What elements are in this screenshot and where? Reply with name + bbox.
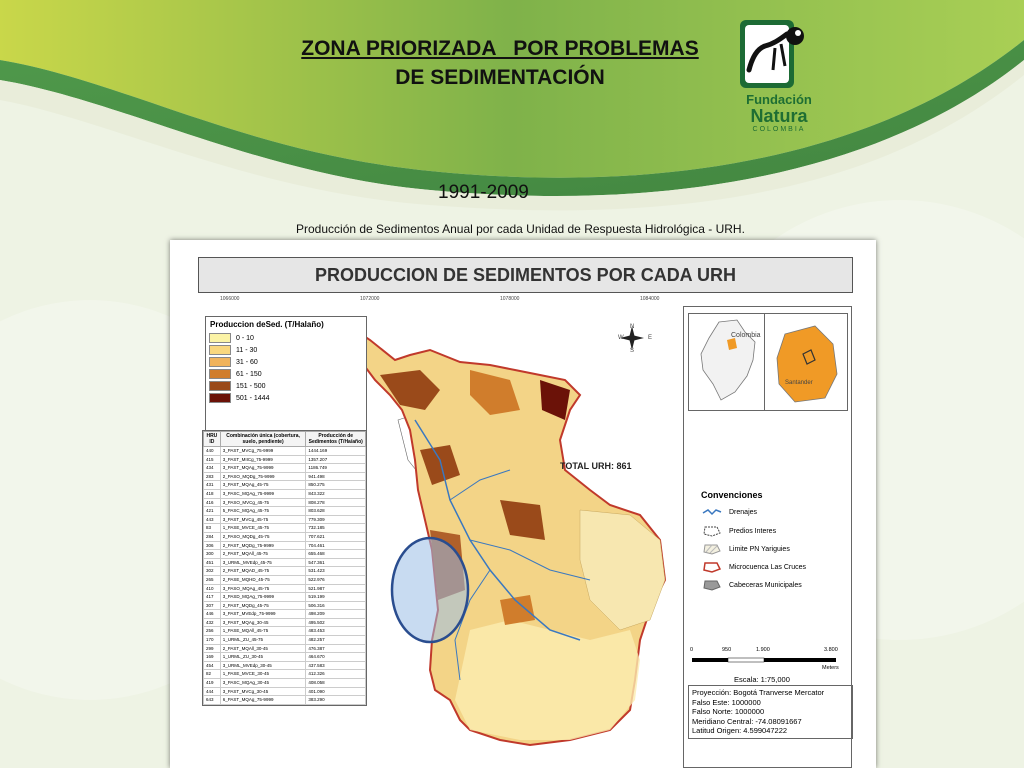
inset-santander-label: Santander	[785, 380, 813, 386]
table-cell: 418	[204, 489, 221, 498]
table-cell: 482.257	[306, 636, 366, 645]
table-cell: 498.209	[306, 610, 366, 619]
table-cell: 306	[204, 541, 221, 550]
conventions-title: Convenciones	[701, 490, 763, 500]
scale-bar	[692, 655, 842, 665]
santander-inset	[764, 313, 848, 411]
table-cell: 2_PASO_MQDg_75-9999	[220, 472, 306, 481]
table-cell: 1_URML_ZU_45-75	[220, 636, 306, 645]
table-cell: 1444.169	[306, 447, 366, 456]
projection-line: Latitud Origen: 4.599047222	[692, 726, 788, 735]
table-row	[204, 464, 366, 473]
colombia-map-icon	[689, 314, 765, 410]
legend-swatch	[209, 345, 231, 355]
legend-swatch	[209, 369, 231, 379]
table-cell: 408.058	[306, 679, 366, 688]
table-cell: 300	[204, 550, 221, 559]
table-row	[204, 524, 366, 533]
table-cell: 1186.749	[306, 464, 366, 473]
table-row	[204, 558, 366, 567]
table-cell: 2_PAST_MQDg_45-75	[220, 601, 306, 610]
logo-line-2: Natura	[750, 106, 808, 126]
table-cell: 410	[204, 584, 221, 593]
table-cell: 2_PASE_MQHD_45-75	[220, 575, 306, 584]
compass-e: E	[648, 335, 653, 341]
table-cell: 419	[204, 679, 221, 688]
map-caption: Producción de Sedimentos Anual por cada Unidad de Respuesta Hidrológica - URH.	[296, 222, 745, 236]
table-cell: 307	[204, 601, 221, 610]
legend-item	[206, 344, 366, 356]
table-row	[204, 618, 366, 627]
table-cell: 284	[204, 532, 221, 541]
table-row	[204, 584, 366, 593]
table-cell: 440	[204, 447, 221, 456]
scale-tick-2: 1.900	[756, 647, 770, 653]
table-row	[204, 661, 366, 670]
table-cell: 643	[204, 696, 221, 705]
table-cell: 1_URML_ZU_30-45	[220, 653, 306, 662]
table-cell: 2_PASO_MQDg_45-75	[220, 532, 306, 541]
legend-swatch	[209, 393, 231, 403]
table-cell: 476.387	[306, 644, 366, 653]
table-cell: 3_PASO_MQAg_45-75	[220, 584, 306, 593]
table-cell: 704.461	[306, 541, 366, 550]
colombia-inset	[688, 313, 766, 411]
table-cell: 3_PASO_MVCg_45-75	[220, 498, 306, 507]
table-cell: 3_PASC_MQAg_30-45	[220, 679, 306, 688]
table-row	[204, 489, 366, 498]
sediment-map	[170, 240, 876, 768]
river-line-icon	[702, 507, 722, 517]
hatched-polygon-icon	[702, 543, 722, 555]
convention-label: Predios Interes	[729, 527, 777, 535]
table-cell: 3_PAST_MVCg_75-9999	[220, 447, 306, 456]
top-tick-3: 1078000	[500, 296, 520, 302]
convention-label: Microcuenca Las Cruces	[729, 563, 807, 571]
table-cell: 3_PAST_MQAg_30-45	[220, 618, 306, 627]
legend-title: Produccion deSed. (T/Halaño)	[210, 320, 324, 329]
table-cell: 779.309	[306, 515, 366, 524]
legend-item	[206, 380, 366, 392]
legend-item	[206, 332, 366, 344]
projection-line: Meridiano Central: -74.08091667	[692, 716, 802, 726]
high-sediment-patch	[500, 595, 535, 625]
table-cell: 843.322	[306, 489, 366, 498]
legend-item	[206, 368, 366, 380]
compass-n: N	[630, 324, 635, 330]
top-tick-4: 1084000	[640, 296, 660, 302]
table-cell: 82	[204, 670, 221, 679]
map-title: PRODUCCION DE SEDIMENTOS POR CADA URH	[198, 257, 853, 293]
compass-w: W	[618, 335, 624, 341]
convention-microcuenca	[702, 561, 806, 573]
table-row	[204, 696, 366, 705]
table-cell: 531.423	[306, 567, 366, 576]
table-cell: 483.453	[306, 627, 366, 636]
compass-s: S	[630, 348, 635, 354]
table-cell: 521.987	[306, 584, 366, 593]
table-cell: 434	[204, 464, 221, 473]
table-cell: 412.326	[306, 670, 366, 679]
years-label: 1991-2009	[438, 182, 529, 203]
legend-label: 501 - 1444	[236, 394, 270, 402]
projection-line: Falso Norte: 1000000	[692, 707, 765, 716]
table-cell: 2_PAST_MQAll_45-75	[220, 550, 306, 559]
table-cell: 2_PAST_MQAD_45-75	[220, 567, 306, 576]
total-urh-label: TOTAL URH: 861	[560, 461, 632, 471]
table-row	[204, 532, 366, 541]
table-cell: 3_PAST_MVCg_45-75	[220, 515, 306, 524]
convention-predios	[702, 525, 776, 537]
inset-colombia-label: Colombia	[731, 332, 761, 339]
table-cell: 446	[204, 610, 221, 619]
legend-label: 31 - 60	[236, 358, 258, 366]
table-row	[204, 627, 366, 636]
table-cell: 3_PAST_MVCg_30-45	[220, 687, 306, 696]
table-row	[204, 687, 366, 696]
sediment-legend	[205, 316, 367, 438]
table-row	[204, 515, 366, 524]
table-cell: 1_PASE_MVCE_30-45	[220, 670, 306, 679]
table-cell: 437.583	[306, 661, 366, 670]
table-cell: 3_PAST_MVEdp_75-9999	[220, 610, 306, 619]
table-row	[204, 610, 366, 619]
logo-line-3: COLOMBIA	[752, 126, 806, 133]
slide-title	[240, 34, 760, 92]
scale-tick-3: 3.800	[824, 647, 838, 653]
table-cell: 1_PASE_MQAll_45-75	[220, 627, 306, 636]
legend-label: 0 - 10	[236, 334, 254, 342]
scale-tick-1: 950	[722, 647, 732, 653]
projection-info	[688, 685, 853, 739]
table-cell: 416	[204, 498, 221, 507]
table-row	[204, 455, 366, 464]
table-cell: 506.316	[306, 601, 366, 610]
table-cell: 3_PAST_MQAg_45-75	[220, 481, 306, 490]
table-cell: 443	[204, 515, 221, 524]
table-cell: 3_URML_MVEdp_45-75	[220, 558, 306, 567]
logo-text	[734, 93, 824, 135]
table-cell: 401.090	[306, 687, 366, 696]
table-cell: 283	[204, 472, 221, 481]
table-cell: 256	[204, 627, 221, 636]
hru-header-combination: Combinación única (cobertura, suelo, pendiente)	[220, 432, 306, 447]
table-cell: 3_URML_MVEdp_30-45	[220, 661, 306, 670]
legend-swatch	[209, 357, 231, 367]
table-cell: 432	[204, 618, 221, 627]
scale-unit: Meters	[822, 665, 839, 671]
title-line-1: ZONA PRIORIZADA POR PROBLEMAS	[301, 37, 699, 60]
table-cell: 415	[204, 455, 221, 464]
table-row	[204, 575, 366, 584]
hru-header-production: Producción de Sedimentos (T/Ha/año)	[306, 432, 366, 447]
table-cell: 850.275	[306, 481, 366, 490]
gray-polygon-icon	[702, 579, 722, 591]
table-row	[204, 644, 366, 653]
table-cell: 1_PASE_MVCE_45-75	[220, 524, 306, 533]
table-cell: 451	[204, 558, 221, 567]
table-cell: 302	[204, 567, 221, 576]
convention-park	[702, 543, 790, 555]
table-cell: 169	[204, 653, 221, 662]
table-row	[204, 636, 366, 645]
legend-label: 61 - 150	[236, 370, 262, 378]
low-sediment-zone	[455, 620, 640, 740]
table-cell: 3_PASD_MQAg_75-9999	[220, 593, 306, 602]
santander-map-icon	[765, 314, 847, 410]
table-cell: 5_PASC_MQAg_45-75	[220, 507, 306, 516]
convention-label: Limite PN Yariguies	[729, 545, 790, 553]
convention-label: Cabeceras Municipales	[729, 581, 802, 589]
convention-cabeceras	[702, 579, 802, 591]
legend-label: 151 - 500	[236, 382, 266, 390]
hru-table	[202, 430, 367, 706]
table-cell: 2_PAST_MQAll_30-45	[220, 644, 306, 653]
table-row	[204, 679, 366, 688]
table-row	[204, 550, 366, 559]
priority-zone-ellipse	[392, 538, 468, 642]
table-cell: 547.361	[306, 558, 366, 567]
table-cell: 265	[204, 575, 221, 584]
table-cell: 421	[204, 507, 221, 516]
table-row	[204, 567, 366, 576]
table-cell: 803.628	[306, 507, 366, 516]
logo-line-1: Fundación	[746, 92, 812, 107]
legend-item	[206, 356, 366, 368]
table-cell: 6_PAST_MQAg_75-9999	[220, 696, 306, 705]
table-row	[204, 601, 366, 610]
convention-label: Drenajes	[729, 508, 758, 516]
table-cell: 808.278	[306, 498, 366, 507]
table-cell: 464.670	[306, 653, 366, 662]
projection-line: Proyección: Bogotá Tranverse Mercator	[692, 688, 825, 697]
table-cell: 417	[204, 593, 221, 602]
table-cell: 3_PASC_MQAg_75-9999	[220, 489, 306, 498]
legend-swatch	[209, 381, 231, 391]
legend-label: 11 - 30	[236, 346, 258, 354]
table-row	[204, 472, 366, 481]
table-cell: 522.976	[306, 575, 366, 584]
table-row	[204, 498, 366, 507]
top-tick-2: 1072000	[360, 296, 380, 302]
projection-line: Falso Este: 1000000	[692, 697, 761, 707]
convention-drainage	[702, 507, 757, 517]
table-row	[204, 447, 366, 456]
table-row	[204, 541, 366, 550]
legend-item	[206, 392, 366, 404]
table-cell: 83	[204, 524, 221, 533]
legend-swatch	[209, 333, 231, 343]
scale-text: Escala: 1:75,000	[734, 675, 790, 684]
table-cell: 3_PAST_MQAg_75-9999	[220, 464, 306, 473]
table-cell: 383.290	[306, 696, 366, 705]
title-line-2: DE SEDIMENTACIÓN	[395, 66, 605, 89]
table-cell: 707.621	[306, 532, 366, 541]
table-cell: 3_PAST_MIICg_75-9999	[220, 455, 306, 464]
table-cell: 2_PAST_MQDg_75-9999	[220, 541, 306, 550]
table-cell: 299	[204, 644, 221, 653]
scale-tick-0: 0	[690, 647, 694, 653]
table-row	[204, 670, 366, 679]
top-tick-1: 1066000	[220, 296, 240, 302]
dashed-polygon-icon	[702, 525, 722, 537]
red-outline-polygon-icon	[702, 561, 722, 573]
table-cell: 431	[204, 481, 221, 490]
table-row	[204, 653, 366, 662]
table-cell: 519.199	[306, 593, 366, 602]
table-cell: 732.185	[306, 524, 366, 533]
table-cell: 941.498	[306, 472, 366, 481]
table-row	[204, 481, 366, 490]
table-row	[204, 507, 366, 516]
table-cell: 454	[204, 661, 221, 670]
table-cell: 444	[204, 687, 221, 696]
table-row	[204, 593, 366, 602]
hru-header-id: HRU ID	[204, 432, 221, 447]
table-cell: 1357.207	[306, 455, 366, 464]
table-cell: 495.502	[306, 618, 366, 627]
map-side-panel	[683, 306, 852, 768]
table-cell: 170	[204, 636, 221, 645]
table-cell: 655.468	[306, 550, 366, 559]
